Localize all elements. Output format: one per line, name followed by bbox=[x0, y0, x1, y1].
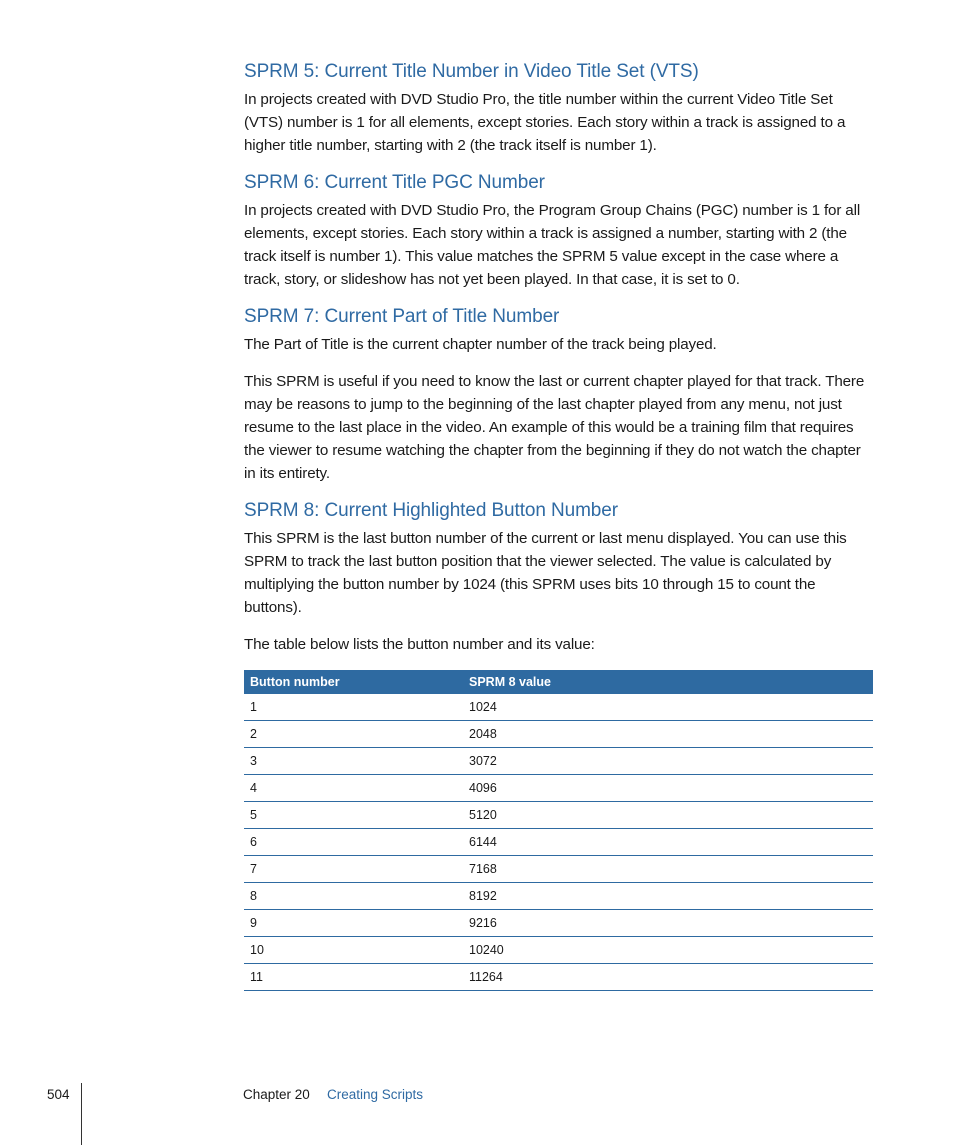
table-row bbox=[244, 829, 873, 856]
table-row bbox=[244, 748, 873, 775]
section-sprm-8 bbox=[244, 499, 874, 656]
table-row bbox=[244, 910, 873, 937]
section-heading: SPRM 7: Current Part of Title Number bbox=[244, 306, 560, 327]
table-row bbox=[244, 883, 873, 910]
sprm-value-cell: 5120 bbox=[460, 802, 873, 829]
paragraph: This SPRM is useful if you need to know the last or current chapter played for that track. There may be reasons to jump to the beginning of the last chapter played from any menu, not just resume to the last place in the video. An example of this would be a training film that requires the viewer to resume watching the chapter from the beginning if they do not watch the chapter in its entirety. bbox=[244, 373, 865, 482]
button-number-cell: 11 bbox=[244, 964, 460, 991]
paragraph: In projects created with DVD Studio Pro, the title number within the current Video Title Set (VTS) number is 1 for all elements, except stories. Each story within a track is assigned to a higher title number, starting with 2 (the track itself is number 1). bbox=[244, 91, 846, 154]
table-header-row bbox=[244, 670, 873, 694]
table-row bbox=[244, 694, 873, 721]
sprm-value-cell: 10240 bbox=[460, 937, 873, 964]
section-sprm-5 bbox=[244, 60, 874, 157]
button-number-cell: 7 bbox=[244, 856, 460, 883]
button-number-cell: 2 bbox=[244, 721, 460, 748]
table-row bbox=[244, 964, 873, 991]
page-number: 504 bbox=[47, 1087, 70, 1102]
button-number-cell: 5 bbox=[244, 802, 460, 829]
table-row bbox=[244, 856, 873, 883]
table-row bbox=[244, 721, 873, 748]
button-number-cell: 10 bbox=[244, 937, 460, 964]
sprm-value-cell: 1024 bbox=[460, 694, 873, 721]
section-sprm-7 bbox=[244, 305, 874, 485]
button-number-cell: 8 bbox=[244, 883, 460, 910]
sprm-value-cell: 2048 bbox=[460, 721, 873, 748]
section-heading: SPRM 5: Current Title Number in Video Title Set (VTS) bbox=[244, 61, 699, 82]
column-header-sprm-8-value: SPRM 8 value bbox=[460, 670, 873, 694]
chapter-title-link[interactable]: Creating Scripts bbox=[327, 1087, 424, 1102]
sprm-value-cell: 6144 bbox=[460, 829, 873, 856]
column-header-button-number: Button number bbox=[244, 670, 460, 694]
paragraph: The Part of Title is the current chapter number of the track being played. bbox=[244, 336, 717, 353]
button-number-cell: 3 bbox=[244, 748, 460, 775]
paragraph: In projects created with DVD Studio Pro, the Program Group Chains (PGC) number is 1 for all elements, except stories. Each story within a track is assigned a number, starting with 2 (the track itself is number 1). This value matches the SPRM 5 value except in the case where a track, story, or slideshow has not yet been played. In that case, it is set to 0. bbox=[244, 202, 861, 288]
button-number-cell: 1 bbox=[244, 694, 460, 721]
section-heading: SPRM 6: Current Title PGC Number bbox=[244, 172, 545, 193]
sprm-value-cell: 4096 bbox=[460, 775, 873, 802]
paragraph: The table below lists the button number and its value: bbox=[244, 636, 595, 653]
button-value-table bbox=[244, 670, 873, 991]
page-footer bbox=[0, 1083, 954, 1145]
page-content bbox=[244, 60, 874, 991]
footer-divider bbox=[81, 1083, 82, 1145]
sprm-value-cell: 9216 bbox=[460, 910, 873, 937]
sprm-value-cell: 7168 bbox=[460, 856, 873, 883]
sprm-value-cell: 3072 bbox=[460, 748, 873, 775]
section-sprm-6 bbox=[244, 171, 874, 291]
button-number-cell: 9 bbox=[244, 910, 460, 937]
paragraph: This SPRM is the last button number of the current or last menu displayed. You can use this SPRM to track the last button position that the viewer selected. The value is calculated by multiplying the button number by 1024 (this SPRM uses bits 10 through 15 to count the buttons). bbox=[244, 530, 847, 616]
sprm-value-cell: 8192 bbox=[460, 883, 873, 910]
table-row bbox=[244, 802, 873, 829]
section-heading: SPRM 8: Current Highlighted Button Number bbox=[244, 500, 618, 521]
table-row bbox=[244, 775, 873, 802]
table-row bbox=[244, 937, 873, 964]
button-number-cell: 6 bbox=[244, 829, 460, 856]
button-number-cell: 4 bbox=[244, 775, 460, 802]
sprm-value-cell: 11264 bbox=[460, 964, 873, 991]
chapter-label: Chapter 20 bbox=[243, 1087, 310, 1102]
